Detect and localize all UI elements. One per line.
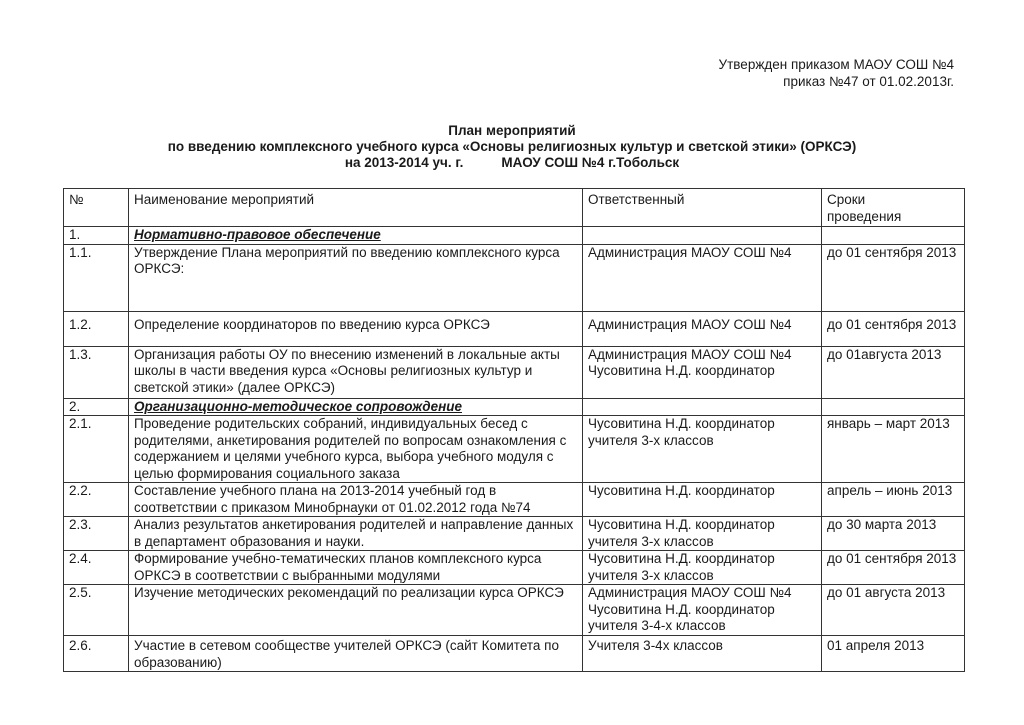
heading-subtitle: по введению комплексного учебного курса «Основы религиозных культур и светской этики» (ОРКСЭ) — [167, 139, 857, 154]
section-empty-cell — [583, 227, 822, 245]
header-responsible: Ответственный — [583, 189, 822, 227]
section-row-2 — [64, 398, 965, 416]
section-title: Нормативно-правовое обеспечение — [129, 227, 583, 245]
row-responsible: Учителя 3-4х классов — [583, 636, 822, 672]
table-row — [64, 416, 965, 483]
responsible-line: учителя 3-х классов — [588, 567, 714, 583]
approval-note — [719, 56, 954, 90]
responsible-line: Администрация МАОУ СОШ №4 — [588, 585, 792, 600]
approval-line-2: приказ №47 от 01.02.2013г. — [783, 74, 954, 89]
row-responsible — [583, 416, 822, 483]
row-responsible — [583, 551, 822, 585]
responsible-line: учителя 3-4-х классов — [588, 618, 726, 633]
table-row — [64, 517, 965, 551]
row-num: 1.1. — [64, 244, 129, 311]
row-activity: Изучение методических рекомендаций по реализации курса ОРКСЭ — [129, 585, 583, 636]
heading-title: План мероприятий — [448, 123, 576, 138]
section-empty-cell — [822, 398, 965, 416]
row-responsible — [583, 346, 822, 398]
table-row — [64, 551, 965, 585]
table-row — [64, 483, 965, 517]
section-num: 1. — [64, 227, 129, 245]
row-num: 2.4. — [64, 551, 129, 585]
row-num: 2.6. — [64, 636, 129, 672]
responsible-line: Администрация МАОУ СОШ №4 — [588, 346, 792, 362]
responsible-line: Чусовитина Н.Д. координатор — [588, 517, 775, 532]
row-deadline: апрель – июнь 2013 — [822, 483, 965, 517]
table-row — [64, 636, 965, 672]
row-num: 2.2. — [64, 483, 129, 517]
row-activity: Формирование учебно-тематических планов комплексного курса ОРКСЭ в соответствии с выбранными модулями — [129, 551, 583, 585]
row-activity: Анализ результатов анкетирования родителей и направление данных в департамент образования и науки. — [129, 517, 583, 551]
header-num: № — [64, 189, 129, 227]
row-deadline: до 01 августа 2013 — [822, 585, 965, 636]
table-row — [64, 585, 965, 636]
row-deadline: 01 апреля 2013 — [822, 636, 965, 672]
row-activity: Участие в сетевом сообществе учителей ОРКСЭ (сайт Комитета по образованию) — [129, 636, 583, 672]
row-responsible — [583, 517, 822, 551]
header-deadline-line-1: Сроки — [827, 192, 866, 207]
section-num: 2. — [64, 398, 129, 416]
responsible-line: Чусовитина Н.Д. координатор — [588, 601, 775, 617]
responsible-line: Чусовитина Н.Д. координатор — [588, 551, 775, 566]
plan-table — [63, 188, 965, 672]
row-num: 1.3. — [64, 346, 129, 398]
document-heading — [0, 123, 1024, 171]
header-deadline — [822, 189, 965, 227]
section-empty-cell — [583, 398, 822, 416]
header-name: Наименование мероприятий — [129, 189, 583, 227]
row-activity: Утверждение Плана мероприятий по введению комплексного курса ОРКСЭ: — [129, 244, 583, 311]
row-activity: Проведение родительских собраний, индивидуальных бесед с родителями, анкетирования родителей по вопросам ознакомления с содержанием и целями учебного курса, выбора учебного модуля с целью формирования социального заказа — [129, 416, 583, 483]
approval-line-1: Утвержден приказом МАОУ СОШ №4 — [718, 57, 954, 72]
table-row — [64, 311, 965, 346]
row-responsible: Чусовитина Н.Д. координатор — [583, 483, 822, 517]
heading-year-school — [0, 155, 1024, 171]
row-num: 2.1. — [64, 416, 129, 483]
row-num: 2.5. — [64, 585, 129, 636]
responsible-line: учителя 3-х классов — [588, 533, 714, 549]
row-deadline: до 01 сентября 2013 — [822, 551, 965, 585]
header-deadline-line-2: проведения — [827, 208, 902, 224]
row-deadline: до 01 сентября 2013 — [822, 311, 965, 346]
row-activity: Составление учебного плана на 2013-2014 учебный год в соответствии с приказом Минобрнауки от 01.02.2012 года №74 — [129, 483, 583, 517]
row-deadline: до 01 сентября 2013 — [822, 244, 965, 311]
heading-school: МАОУ СОШ №4 г.Тобольск — [501, 155, 680, 170]
section-title: Организационно-методическое сопровождение — [129, 398, 583, 416]
responsible-line: учителя 3-х классов — [588, 432, 714, 448]
row-deadline: январь – март 2013 — [822, 416, 965, 483]
heading-year: на 2013-2014 уч. г. — [344, 155, 464, 170]
row-num: 1.2. — [64, 311, 129, 346]
table-row — [64, 346, 965, 398]
responsible-line: Чусовитина Н.Д. координатор — [588, 363, 775, 378]
row-responsible: Администрация МАОУ СОШ №4 — [583, 244, 822, 311]
row-activity: Организация работы ОУ по внесению изменений в локальные акты школы в части введения курса «Основы религиозных культур и светской этики» (далее ОРКСЭ) — [129, 346, 583, 398]
row-deadline: до 30 марта 2013 — [822, 517, 965, 551]
row-activity: Определение координаторов по введению курса ОРКСЭ — [129, 311, 583, 346]
section-row-1 — [64, 227, 965, 245]
row-responsible: Администрация МАОУ СОШ №4 — [583, 311, 822, 346]
row-responsible — [583, 585, 822, 636]
section-empty-cell — [822, 227, 965, 245]
row-num: 2.3. — [64, 517, 129, 551]
table-row — [64, 244, 965, 311]
responsible-line: Чусовитина Н.Д. координатор — [588, 416, 775, 431]
table-header-row — [64, 189, 965, 227]
row-deadline: до 01августа 2013 — [822, 346, 965, 398]
